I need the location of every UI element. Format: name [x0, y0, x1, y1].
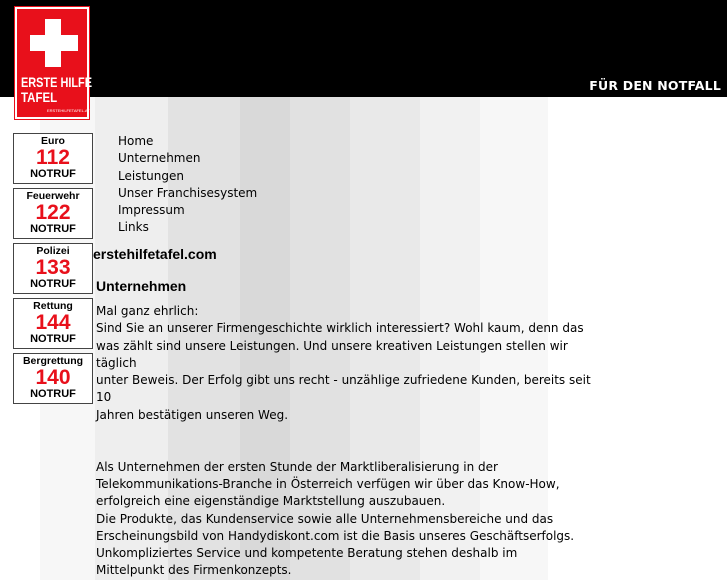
nav-link-franchisesystem[interactable]: Unser Franchisesystem: [118, 185, 258, 200]
emergency-box-bergrettung: [13, 353, 93, 404]
nav-link-impressum[interactable]: Impressum: [118, 203, 185, 218]
emergency-box-polizei: [13, 243, 93, 294]
emergency-name: Feuerwehr: [26, 190, 80, 202]
emergency-number: 112: [36, 146, 70, 169]
page-content: [96, 303, 601, 580]
emergency-label: NOTRUF: [30, 388, 76, 400]
emergency-label: NOTRUF: [30, 333, 76, 345]
emergency-box-feuerwehr: [13, 188, 93, 239]
logo-line-1: ERSTE HILFE: [21, 74, 92, 90]
logo-line-3: ERSTEHILFETAFEL.AT: [47, 108, 90, 113]
site-name: erstehilfetafel.com: [93, 246, 217, 262]
emergency-label: NOTRUF: [30, 278, 76, 290]
main-nav: [118, 133, 257, 237]
header-tagline: FÜR DEN NOTFALL: [589, 78, 721, 93]
emergency-number: 140: [35, 366, 71, 389]
emergency-name: Polizei: [36, 245, 70, 257]
red-cross-icon: [30, 19, 78, 67]
logo-line-2: TAFEL: [21, 89, 58, 105]
emergency-number: 133: [35, 256, 71, 279]
nav-link-links[interactable]: Links: [118, 220, 149, 235]
emergency-label: NOTRUF: [30, 223, 76, 235]
emergency-name: Euro: [41, 135, 65, 147]
emergency-number: 144: [35, 311, 71, 334]
nav-link-unternehmen[interactable]: Unternehmen: [118, 151, 201, 166]
emergency-label: NOTRUF: [30, 168, 76, 180]
emergency-name: Bergrettung: [22, 355, 84, 367]
site-logo[interactable]: [15, 7, 92, 119]
emergency-number: 122: [35, 201, 71, 224]
nav-link-leistungen[interactable]: Leistungen: [118, 168, 184, 183]
emergency-number-list: [13, 133, 93, 408]
nav-link-home[interactable]: Home: [118, 134, 154, 148]
emergency-box-rettung: [13, 298, 93, 349]
page-title: Unternehmen: [96, 278, 187, 294]
content-paragraph-intro: Mal ganz ehrlich: Sind Sie an unserer Firmengeschichte wirklich interessiert? Wohl kaum, denn das was zählt sind unsere Leistungen. Und unsere kreativen Leistungen stellen wir täglich unter Beweis. Der Erfolg gibt uns recht - unzählige zufriedene Kunden, bereits seit 10 Jahren bestätigen unseren Weg.: [96, 304, 591, 422]
content-paragraph-company: Als Unternehmen der ersten Stunde der Marktliberalisierung in der Telekommunikations-Branche in Österreich verfügen wir über das Know-How, erfolgreich eine eigenständige Marktstellung auszubauen. Die Produkte, das Kundenservice sowie alle Unternehmensbereiche und das Erscheinungsbild von Handydiskont.com ist die Basis unseres Geschäftserfolgs. Unkompliziertes Service und kompetente Beratung stehen deshalb im Mittelpunkt des Firmenkonzepts.: [96, 459, 575, 578]
header-bar: [0, 0, 727, 97]
emergency-name: Rettung: [33, 300, 73, 312]
emergency-box-euro: [13, 133, 93, 184]
